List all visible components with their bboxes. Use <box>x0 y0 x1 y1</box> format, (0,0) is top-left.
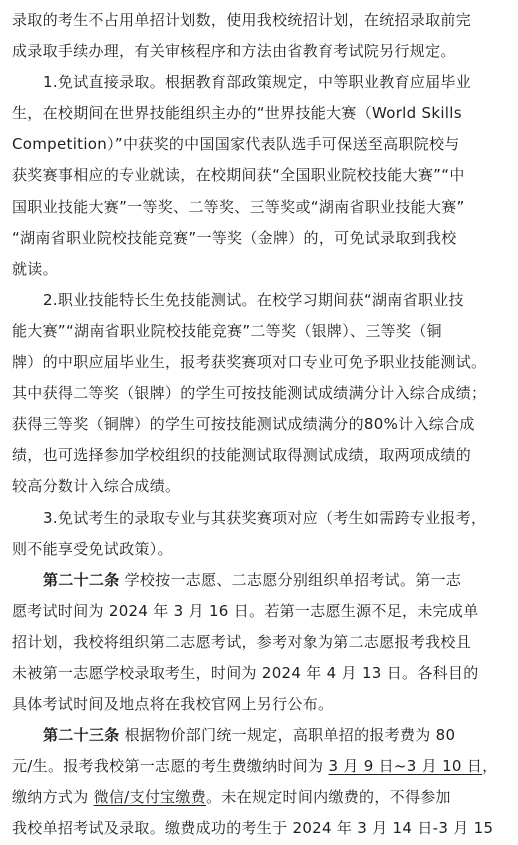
text-line <box>12 160 504 191</box>
underlined-value: 3 月 9 日~3 月 10 日 <box>328 757 483 776</box>
text-segment: 就读。 <box>12 259 58 278</box>
text-segment: 较高分数计入综合成绩。 <box>12 477 181 496</box>
text-segment: 学校按一志愿、二志愿分别组织单招考试。第一志 <box>119 570 462 589</box>
article-heading: 第二十三条 <box>43 726 120 745</box>
text-segment: 录取的考生不占用单招计划数，使用我校统招计划，在统招录取前完 <box>12 11 472 29</box>
text-line <box>12 440 504 471</box>
text-segment: 成录取手续办理，有关审核程序和方法由省教育考试院另行规定。 <box>12 42 456 61</box>
text-line <box>12 658 504 689</box>
text-segment: 具体考试时间及地点将在我校官网上另行公布。 <box>12 695 334 714</box>
text-segment: 获得三等奖（铜牌）的学生可按技能测试成绩满分的80%计入综合成 <box>12 415 475 434</box>
text-segment: 。未在规定时间内缴费的，不得参加 <box>206 788 451 807</box>
text-line <box>12 689 504 720</box>
text-line <box>12 751 504 782</box>
text-line <box>12 67 504 98</box>
text-segment: 2.职业技能特长生免技能测试。在校学习期间获“湖南省职业技 <box>43 290 464 309</box>
text-segment: 未被第一志愿学校录取考生，时间为 2024 年 4 月 13 日。各科目的 <box>12 663 479 682</box>
text-line <box>12 813 504 844</box>
text-line <box>12 5 504 36</box>
text-line <box>12 503 504 534</box>
text-line <box>12 534 504 565</box>
text-line <box>12 254 504 285</box>
text-line <box>12 36 504 67</box>
text-segment: 招计划，我校将组织第二志愿考试，参考对象为第二志愿报考我校且 <box>12 632 472 651</box>
text-line <box>12 471 504 502</box>
article-heading: 第二十二条 <box>43 570 120 589</box>
text-line <box>12 378 504 409</box>
text-segment: 元/生。报考我校第一志愿的考生费缴纳时间为 <box>12 757 329 776</box>
text-segment: “湖南省职业院校技能竞赛”一等奖（金牌）的，可免试录取到我校 <box>12 228 457 247</box>
text-segment: 牌）的中职应届毕业生，报考获奖赛项对口专业可免予职业技能测试。 <box>12 353 487 372</box>
text-segment: Competition）”中获奖的中国国家代表队选手可保送至高职院校与 <box>12 135 460 154</box>
text-line <box>12 347 504 378</box>
text-line <box>12 316 504 347</box>
text-segment: 能大赛”“湖南省职业院校技能竞赛”二等奖（银牌）、三等奖（铜 <box>12 321 442 340</box>
text-segment: 绩，也可选择参加学校组织的技能测试取得测试成绩，取两项成绩的 <box>12 446 472 465</box>
text-segment: 1.免试直接录取。根据教育部政策规定，中等职业教育应届毕业 <box>43 73 472 92</box>
text-line <box>12 98 504 129</box>
text-segment: 其中获得二等奖（银牌）的学生可按技能测试成绩满分计入综合成绩； <box>12 384 487 403</box>
text-segment: 则不能享受免试政策）。 <box>12 539 173 558</box>
text-segment: 愿考试时间为 2024 年 3 月 16 日。若第一志愿生源不足，未完成单 <box>12 601 479 620</box>
text-segment: 获奖赛事相应的专业就读，在校期间获“全国职业院校技能大赛”“中 <box>12 166 465 185</box>
text-line <box>12 565 504 596</box>
text-line <box>12 285 504 316</box>
text-line <box>12 223 504 254</box>
text-segment: ， <box>482 757 498 776</box>
underlined-value: 微信/支付宝缴费 <box>93 788 207 807</box>
text-line <box>12 596 504 627</box>
text-segment: 根据物价部门统一规定，高职单招的报考费为 80 <box>119 726 456 745</box>
text-segment: 生，在校期间在世界技能组织主办的“世界技能大赛（World Skills <box>12 104 462 123</box>
text-line <box>12 782 504 813</box>
text-line <box>12 720 504 751</box>
text-line <box>12 192 504 223</box>
text-segment: 国职业技能大赛”一等奖、二等奖、三等奖或“湖南省职业技能大赛” <box>12 197 465 216</box>
text-segment: 缴纳方式为 <box>12 788 94 807</box>
text-segment: 3.免试考生的录取专业与其获奖赛项对应（考生如需跨专业报考， <box>43 508 487 527</box>
text-segment: 我校单招考试及录取。缴费成功的考生于 2024 年 3 月 14 日-3 月 15 <box>12 819 494 838</box>
text-line <box>12 409 504 440</box>
text-line <box>12 129 504 160</box>
text-line <box>12 627 504 658</box>
